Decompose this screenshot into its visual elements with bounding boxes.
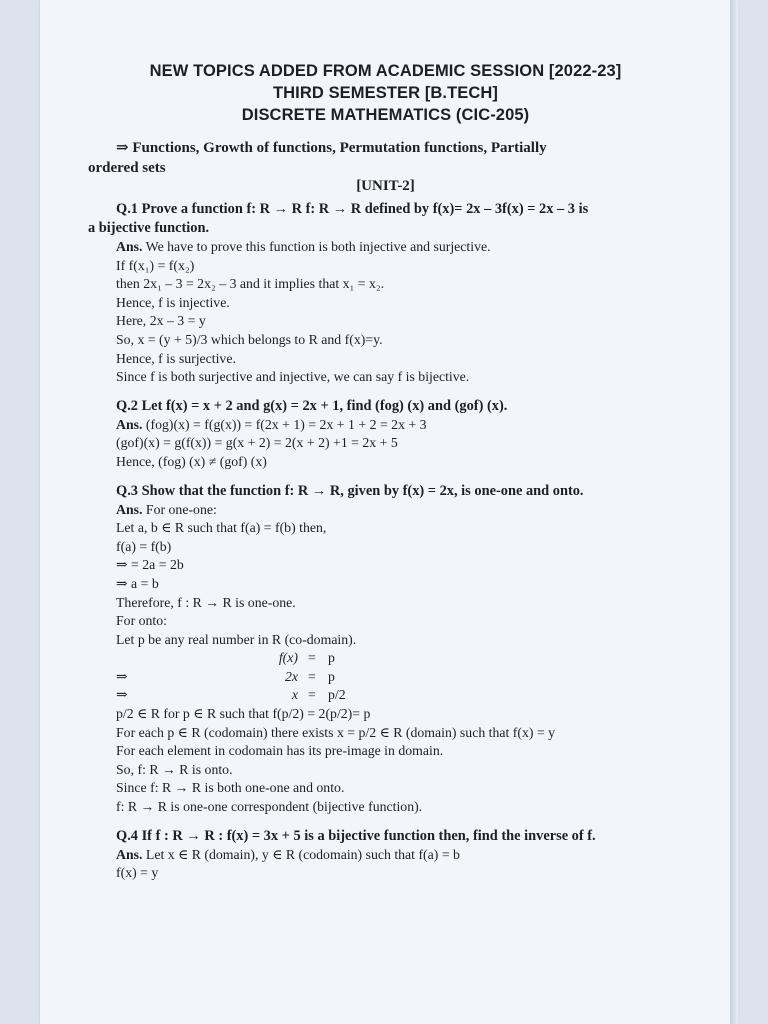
answer-3-line: ⇒ = 2a = 2b xyxy=(116,557,184,573)
topics-line-2: ordered sets xyxy=(88,160,166,176)
answer-1-intro xyxy=(88,238,683,257)
answer-2-intro xyxy=(88,416,683,435)
question-1-line-1: Q.1 Prove a function f: R → R f: R → R defined by f(x)= 2x – 3f(x) = 2x – 3 is xyxy=(116,201,589,217)
equation-lhs: 2x xyxy=(284,668,298,684)
question-4 xyxy=(88,827,683,846)
answer-1-line: Hence, f is injective. xyxy=(116,294,230,310)
implies-icon: ⇒ xyxy=(116,687,128,703)
answer-label: Ans. xyxy=(116,501,143,517)
answer-label: Ans. xyxy=(116,846,143,862)
answer-3-line: For each p ∈ R (codomain) there exists x = p/2 ∈ R (domain) such that f(x) = y xyxy=(116,724,556,740)
answer-3-line: Therefore, f : R → R is one-one. xyxy=(116,594,296,610)
header-line-semester: THIRD SEMESTER [B.TECH] xyxy=(272,84,499,102)
topics-text: Functions, Growth of functions, Permutation functions, Partially xyxy=(132,140,547,156)
equation-row xyxy=(88,686,683,705)
answer-3-line: Since f: R → R is both one-one and onto. xyxy=(116,780,345,796)
question-1 xyxy=(88,200,683,238)
answer-1-line: Hence, f is surjective. xyxy=(116,350,236,366)
equation-row xyxy=(88,668,683,687)
answer-1-line: Since f is both surjective and injective, we can say f is bijective. xyxy=(116,369,470,385)
equation-rhs: p xyxy=(328,650,335,666)
answer-label: Ans. xyxy=(116,416,143,432)
equation-relation: = xyxy=(308,668,316,684)
answer-2-line: (gof)(x) = g(f(x)) = g(x + 2) = 2(x + 2) +1 = 2x + 5 xyxy=(116,435,398,451)
question-2 xyxy=(88,397,683,416)
question-3-line-1: Q.3 Show that the function f: R → R, given by f(x) = 2x, is one-one and onto. xyxy=(116,482,584,499)
equation-lhs: f(x) xyxy=(278,650,298,666)
implies-icon: ⇒ xyxy=(116,668,128,684)
answer-1-line: If f(x₁) = f(x₂) xyxy=(116,257,195,273)
question-3 xyxy=(88,482,683,501)
equation-rhs: p xyxy=(328,668,335,684)
answer-1-line: Here, 2x – 3 = y xyxy=(116,313,206,329)
answer-3-line: p/2 ∈ R for p ∈ R such that f(p/2) = 2(p/2)= p xyxy=(116,706,371,722)
answer-label: Ans. xyxy=(116,239,143,254)
equation-row xyxy=(88,649,683,668)
answer-2-line: Hence, (fog) (x) ≠ (gof) (x) xyxy=(116,453,267,469)
page-content xyxy=(88,60,683,883)
answer-4-intro xyxy=(88,846,683,865)
answer-3-line: So, f: R → R is onto. xyxy=(116,761,233,777)
answer-3-line: f: R → R is one-one correspondent (bijective function). xyxy=(116,799,423,815)
header-line-session: NEW TOPICS ADDED FROM ACADEMIC SESSION [2022-23] xyxy=(149,62,622,80)
equation-lhs: x xyxy=(291,687,298,703)
answer-4-text: Let x ∈ R (domain), y ∈ R (codomain) such that f(a) = b xyxy=(142,846,460,862)
answer-3-line: For onto: xyxy=(116,613,167,629)
answer-3-line: f(a) = f(b) xyxy=(116,538,172,554)
answer-1-text: We have to prove this function is both injective and surjective. xyxy=(142,239,491,254)
page-header xyxy=(88,60,683,126)
answer-1-line: then 2x₁ – 3 = 2x₂ – 3 and it implies that x₁ = x₂. xyxy=(116,276,385,292)
answer-2-text: (fog)(x) = f(g(x)) = f(2x + 1) = 2x + 1 + 2 = 2x + 3 xyxy=(142,416,427,432)
document-page xyxy=(40,0,730,1024)
equation-rhs: p/2 xyxy=(328,687,346,703)
answer-3-intro xyxy=(88,501,683,520)
question-4-line-1: Q.4 If f : R → R : f(x) = 3x + 5 is a bijective function then, find the inverse of f. xyxy=(116,827,596,844)
answer-3-line: Let p be any real number in R (co-domain). xyxy=(116,631,357,647)
question-2-line-1: Q.2 Let f(x) = x + 2 and g(x) = 2x + 1, find (fog) (x) and (gof) (x). xyxy=(116,397,508,414)
answer-3-line: Let a, b ∈ R such that f(a) = f(b) then, xyxy=(116,520,327,536)
answer-3-text: For one-one: xyxy=(142,501,217,517)
equation-relation: = xyxy=(308,650,316,666)
answer-3-line: ⇒ a = b xyxy=(116,575,159,591)
header-line-course: DISCRETE MATHEMATICS (CIC-205) xyxy=(241,106,530,124)
unit-heading: [UNIT-2] xyxy=(356,178,415,194)
answer-3-line: For each element in codomain has its pre-image in domain. xyxy=(116,743,444,759)
topics-line-1 xyxy=(88,138,683,158)
answer-4-line: f(x) = y xyxy=(116,865,159,881)
topics-list xyxy=(88,138,683,178)
equation-relation: = xyxy=(308,687,316,703)
right-arrow-icon: ⇒ xyxy=(116,140,129,156)
answer-1-line: So, x = (y + 5)/3 which belongs to R and f(x)=y. xyxy=(116,331,383,347)
question-1-line-2: a bijective function. xyxy=(88,220,210,236)
